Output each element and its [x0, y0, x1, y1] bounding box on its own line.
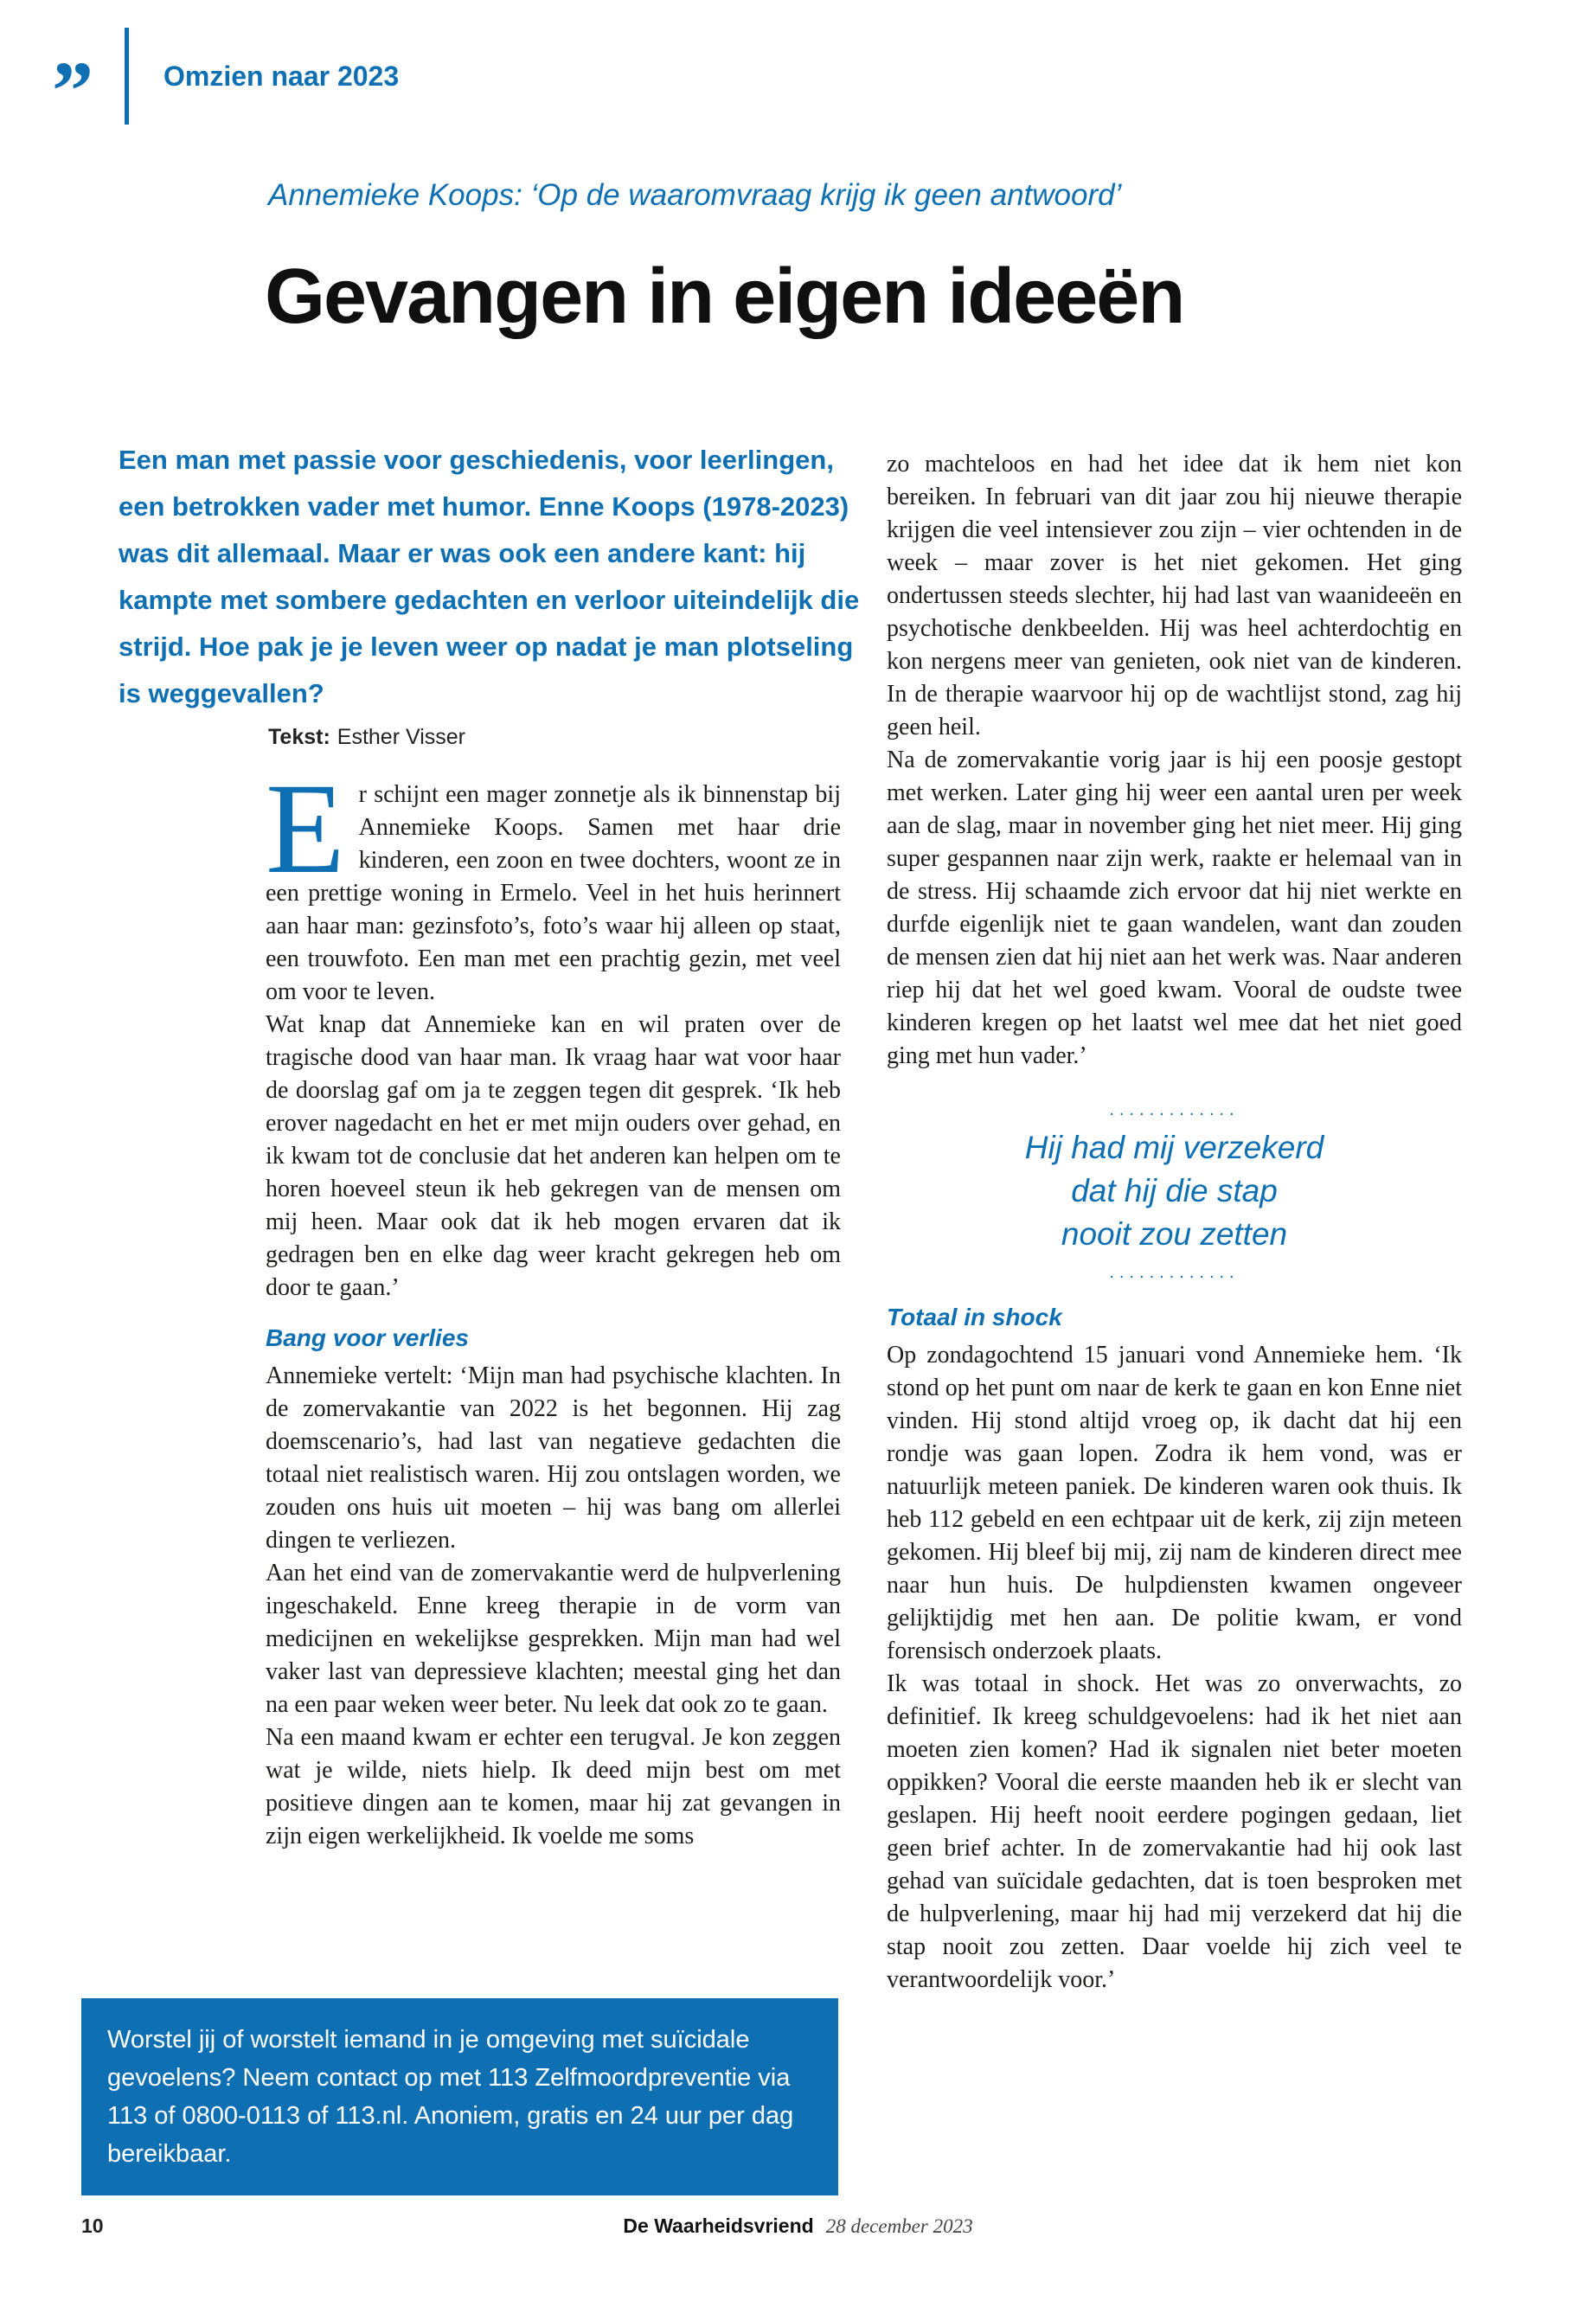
page-footer [0, 2211, 1596, 2254]
article-kicker: Annemieke Koops: ‘Op de waaromvraag krijg ik geen antwoord’ [268, 178, 1122, 212]
body-paragraph: Aan het eind van de zomervakantie werd de hulpverlening ingeschakeld. Enne kreeg therapie in de vorm van medicijnen en wekelijkse gesprekken. Mijn man had wel vaker last van depressieve klachten; meestal ging het dan na een paar weken weer beter. Nu leek dat ook zo te gaan. [266, 1560, 841, 1718]
footer-date: 28 december 2023 [825, 2215, 973, 2237]
pull-quote-line: Hij had mij verzekerd [1024, 1130, 1324, 1165]
footer-brand: De Waarheidsvriend [623, 2214, 814, 2237]
dotted-separator: ............. [1109, 1263, 1240, 1282]
body-paragraph: zo machteloos en had het idee dat ik hem niet kon bereiken. In februari van dit jaar zou hij nieuwe therapie krijgen die veel intensiever zou zijn – vier ochtenden in de week – maar zover is het niet gekomen. Het ging ondertussen steeds slechter, hij had last van waanideeën en psychotische denkbeelden. Hij was heel achterdochtig en kon nergens meer van genieten, ook niet van de kinderen. In de therapie waarvoor hij op de wachtlijst stond, zag hij geen heil. [887, 451, 1462, 740]
subhead-bang-voor-verlies: Bang voor verlies [266, 1324, 469, 1351]
dropcap: E [266, 757, 345, 901]
byline [268, 725, 465, 750]
pull-quote [887, 1099, 1462, 1284]
byline-label: Tekst: [268, 725, 330, 749]
body-paragraph: Ik was totaal in shock. Het was zo onverwachts, zo definitief. Ik kreeg schuldgevoelens: had ik het niet aan moeten zien komen? Had ik signalen niet beter moeten oppikken? Vooral die eerste maanden heb ik er slecht van geslapen. Hij heeft nooit eerdere pogingen gedaan, liet geen brief achter. In de zomervakantie had hij ook last gehad van suïcidale gedachten, dat is toen besproken met de hulpverlening, maar hij had mij verzekerd dat hij die stap nooit zou zetten. Daar voelde hij zich veel te verantwoordelijk voor.’ [887, 1670, 1462, 1993]
body-paragraph [266, 757, 841, 1009]
suicide-prevention-help-box [81, 1998, 838, 2195]
dotted-separator: ............. [1109, 1100, 1240, 1119]
footer-center [0, 2214, 1596, 2238]
quote-mark-icon: ” [52, 44, 93, 137]
article-title: Gevangen in eigen ideeën [265, 253, 1184, 340]
body-paragraph: Na een maand kwam er echter een terugval. Je kon zeggen wat je wilde, niets hielp. Ik deed mijn best om met positieve dingen aan te komen, maar hij zat gevangen in zijn eigen werkelijkheid. Ik voelde me soms [266, 1724, 841, 1849]
help-box-text: Worstel jij of worstelt iemand in je omgeving met suïcidale gevoelens? Neem contact op met 113 Zelfmoordpreventie via 113 of 0800-0113 of 113.nl. Anoniem, gratis en 24 uur per dag bereikbaar. [107, 2026, 794, 2168]
pull-quote-line: dat hij die stap [1071, 1173, 1278, 1208]
left-column [266, 757, 841, 1853]
body-paragraph: Wat knap dat Annemieke kan en wil praten over de tragische dood van haar man. Ik vraag haar wat voor haar de doorslag gaf om ja te zeggen tegen dit gesprek. ‘Ik heb erover nagedacht en het er met mijn ouders over gehad, en ik kwam tot de conclusie dat het anderen kan helpen om te horen hoeveel steun ik heb gekregen van de mensen om mij heen. Maar ook dat ik heb mogen ervaren dat ik gedragen ben en elke dag weer kracht gekregen heb om door te gaan.’ [266, 1011, 841, 1301]
article-intro: Een man met passie voor geschiedenis, voor leerlingen, een betrokken vader met humor. Enne Koops (1978-2023) was dit allemaal. Maar er was ook een andere kant: hij kampte met sombere gedachten en verloor uiteindelijk die strijd. Hoe pak je je leven weer op nadat je man plotseling is weggevallen? [119, 445, 860, 708]
body-paragraph: Na de zomervakantie vorig jaar is hij een poosje gestopt met werken. Later ging hij weer een aantal uren per week aan de slag, maar in november ging het niet meer. Hij ging super gespannen naar zijn werk, raakte er helemaal van in de stress. Hij schaamde zich ervoor dat hij niet werkte en durfde eigenlijk niet te gaan wandelen, want dan zouden de mensen zien dat hij niet aan het werk was. Naar anderen riep hij dat het wel goed kwam. Vooral de oudste twee kinderen kregen op het laatst wel mee dat het niet goed ging met hun vader.’ [887, 747, 1462, 1069]
right-column [887, 448, 1462, 1997]
body-paragraph: Annemieke vertelt: ‘Mijn man had psychische klachten. In de zomervakantie van 2022 is het begonnen. Hij zag doemscenario’s, had last van negatieve gedachten die totaal niet realistisch waren. Hij zou ontslagen worden, we zouden ons huis uit moeten – hij was bang om allerlei dingen te verliezen. [266, 1362, 841, 1554]
section-title: Omzien naar 2023 [163, 60, 400, 92]
page-number: 10 [81, 2214, 104, 2237]
paragraph-text: r schijnt een mager zonnetje als ik binnenstap bij Annemieke Koops. Samen met haar drie kinderen, een zoon en twee dochters, woont ze in een prettige woning in Ermelo. Veel in het huis herinnert aan haar man: gezinsfoto’s, foto’s waar hij alleen op staat, een trouwfoto. Een man met een prachtig gezin, met veel om voor te leven. [266, 781, 841, 1005]
subhead-totaal-in-shock: Totaal in shock [887, 1304, 1062, 1330]
page-header [52, 24, 400, 137]
pull-quote-line: nooit zou zetten [1061, 1216, 1288, 1252]
header-divider [125, 28, 129, 125]
body-paragraph: Op zondagochtend 15 januari vond Annemieke hem. ‘Ik stond op het punt om naar de kerk te gaan en kon Enne niet vinden. Hij stond altijd vroeg op, ik dacht dat hij een rondje was gaan lopen. Zodra ik hem vond, was er natuurlijk meteen paniek. De kinderen waren ook thuis. Ik heb 112 gebeld en een echtpaar uit de kerk, zij zijn meteen gekomen. Hij bleef bij mij, zij nam de kinderen direct mee naar hun huis. De hulpdiensten kwamen ongeveer gelijktijdig met hen aan. De politie kwam, er vond forensisch onderzoek plaats. [887, 1342, 1462, 1664]
byline-author: Esther Visser [337, 725, 465, 749]
